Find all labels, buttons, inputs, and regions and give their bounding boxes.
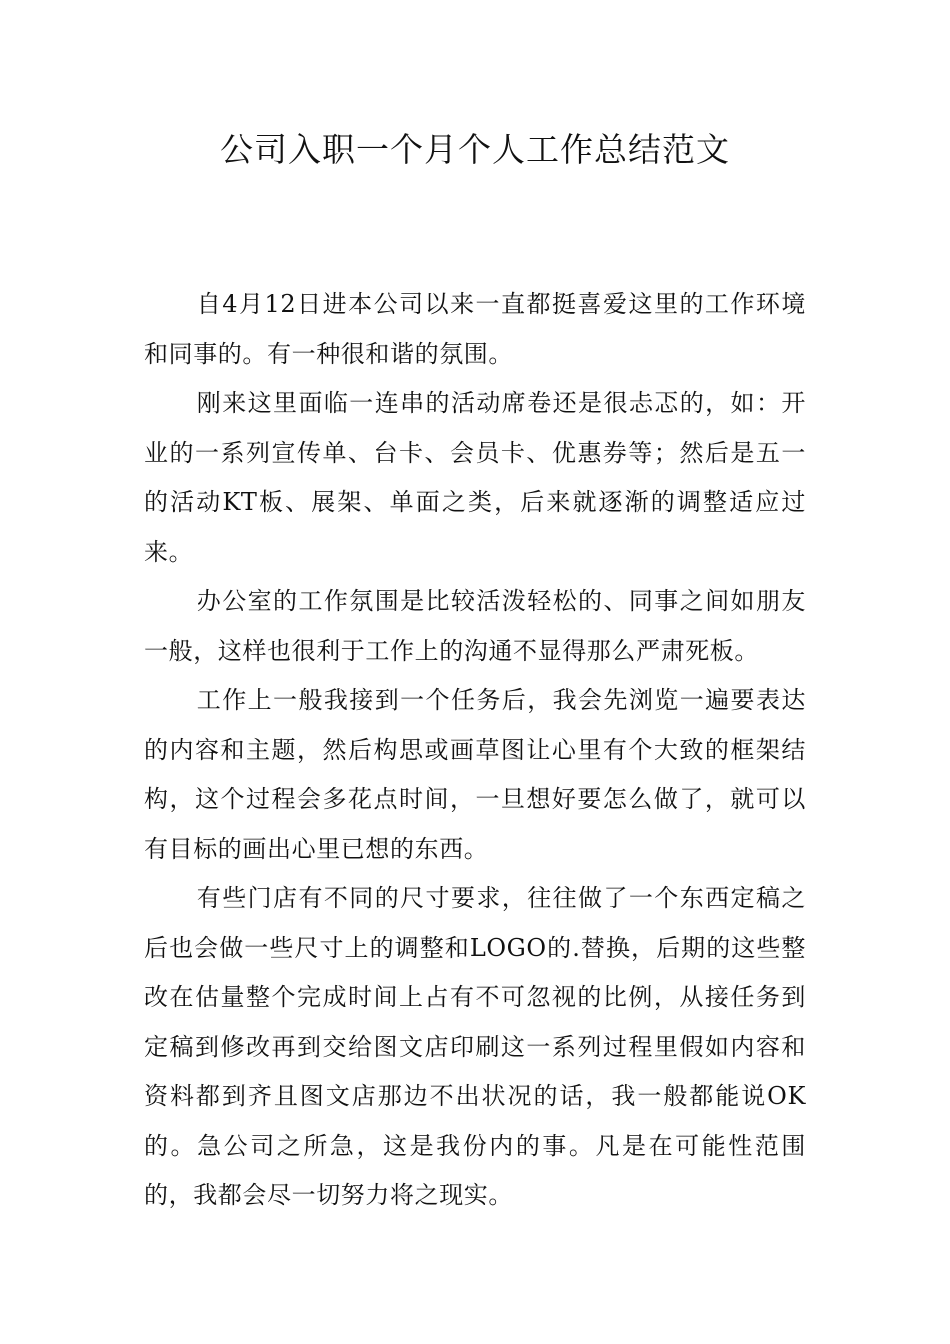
paragraph-3: 办公室的工作氛围是比较活泼轻松的、同事之间如朋友一般，这样也很利于工作上的沟通不显得那么严肃死板。 <box>144 587 806 665</box>
paragraph-4: 工作上一般我接到一个任务后，我会先浏览一遍要表达的内容和主题，然后构思或画草图让心里有个大致的框架结构，这个过程会多花点时间，一旦想好要怎么做了，就可以有目标的画出心里已想的东西。 <box>144 686 806 863</box>
paragraph-5: 有些门店有不同的尺寸要求，往往做了一个东西定稿之后也会做一些尺寸上的调整和LOGO的.替换，后期的这些整改在估量整个完成时间上占有不可忽视的比例，从接任务到定稿到修改再到交给图文店印刷这一系列过程里假如内容和资料都到齐且图文店那边不出状况的话，我一般都能说OK的。急公司之所急，这是我份内的事。凡是在可能性范围的，我都会尽一切努力将之现实。 <box>144 884 806 1209</box>
paragraph-2: 刚来这里面临一连串的活动席卷还是很忐忑的，如：开业的一系列宣传单、台卡、会员卡、优惠券等；然后是五一的活动KT板、展架、单面之类，后来就逐渐的调整适应过来。 <box>144 389 806 566</box>
document-title: 公司入职一个月个人工作总结范文 <box>220 130 730 169</box>
document-body <box>144 280 806 1221</box>
paragraph-1: 自4月12日进本公司以来一直都挺喜爱这里的工作环境和同事的。有一种很和谐的氛围。 <box>144 290 806 368</box>
